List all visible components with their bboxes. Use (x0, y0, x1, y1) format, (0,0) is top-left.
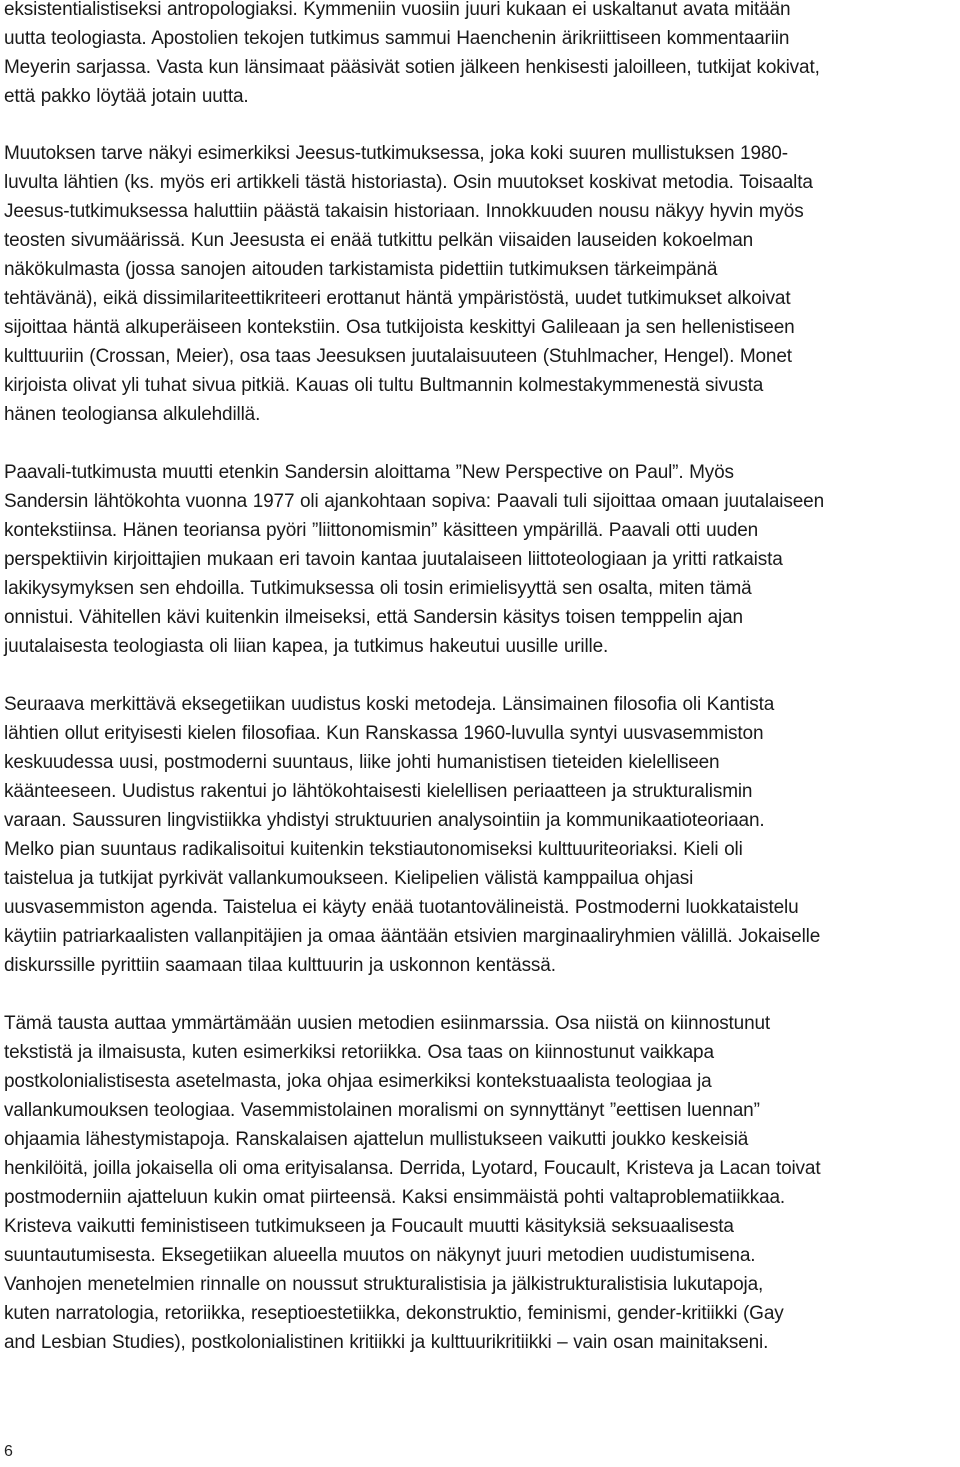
page-number: 6 (4, 1443, 13, 1460)
paragraph-4: Seuraava merkittävä eksegetiikan uudistus koski metodeja. Länsimainen filosofia oli Kantista lähtien ollut erityisesti kielen filosofiaa. Kun Ranskassa 1960-luvulla syntyi uusvasemmiston keskuudessa uusi, postmoderni suuntaus, liike johti humanistisen tieteiden kielelliseen käänteeseen. Uudistus rakentui jo lähtökohtaisesti kielellisen periaatteen ja strukturalismin varaan. Saussuren lingvistiikka yhdistyi struktuurien analysointiin ja kommunikaatioteoriaan. Melko pian suuntaus radikalisoitui kuitenkin tekstiautonomiseksi kulttuuriteoriaksi. Kieli oli taistelua ja tutkijat pyrkivät vallankumoukseen. Kielipelien välistä kamppailua ohjasi uusvasemmiston agenda. Taistelua ei käyty enää tuotantovälineistä. Postmoderni luokkataistelu käytiin patriarkaalisten vallanpitäjien ja omaa ääntään etsivien marginaaliryhmien välillä. Jokaiselle diskurssille pyrittiin saamaan tilaa kulttuurin ja uskonnon kentässä. (4, 694, 821, 976)
paragraph-2: Muutoksen tarve näkyi esimerkiksi Jeesus-tutkimuksessa, joka koki suuren mullistuksen 1980- luvulta lähtien (ks. myös eri artikkeli tästä historiasta). Osin muutokset koskivat metodia. Toisaalta Jeesus-tutkimuksessa haluttiin päästä takaisin historiaan. Innokkuuden nousu näkyy hyvin myös teosten sivumäärissä. Kun Jeesusta ei enää tutkittu pelkän viisaiden lauseiden kokoelman näkökulmasta (jossa sanojen aitouden tarkistamista pidettiin tutkimuksen tärkeimpänä tehtävänä), eikä dissimilariteettikriteeri erottanut häntä ympäristöstä, uudet tutkimukset alkoivat sijoittaa häntä alkuperäiseen kontekstiin. Osa tutkijoista keskittyi Galileaan ja sen hellenistiseen kulttuuriin (Crossan, Meier), osa taas Jeesuksen juutalaisuuteen (Stuhlmacher, Hengel). Monet kirjoista olivat yli tuhat sivua pitkiä. Kauas oli tultu Bultmannin kolmestakymmenestä sivusta hänen teologiansa alkulehdillä. (4, 143, 813, 425)
paragraph-1: eksistentialistiseksi antropologiaksi. Kymmeniin vuosiin juuri kukaan ei uskaltanut avata mitään uutta teologiasta. Apostolien tekojen tutkimus sammui Haenchenin ärikriittiseen kommentaariin Meyerin sarjassa. Vasta kun länsimaat pääsivät sotien jälkeen henkisesti jaloilleen, tutkijat kokivat, että pakko löytää jotain uutta. (4, 0, 820, 107)
paragraph-3: Paavali-tutkimusta muutti etenkin Sandersin aloittama ”New Perspective on Paul”. Myös Sandersin lähtökohta vuonna 1977 oli ajankohtaan sopiva: Paavali tuli sijoittaa omaan juutalaiseen kontekstiinsa. Hänen teoriansa pyöri ”liittonomismin” käsitteen ympärillä. Paavali otti uuden perspektiivin kirjoittajien mukaan eri tavoin kantaa juutalaiseen liittoteologiaan ja yritti ratkaista lakikysymyksen sen ehdoilla. Tutkimuksessa oli tosin erimielisyyttä sen osalta, miten tämä onnistui. Vähitellen kävi kuitenkin ilmeiseksi, että Sandersin käsitys toisen temppelin ajan juutalaisesta teologiasta oli liian kapea, ja tutkimus hakeutui uusille urille. (4, 462, 824, 657)
paragraph-5: Tämä tausta auttaa ymmärtämään uusien metodien esiinmarssia. Osa niistä on kiinnostunut tekstistä ja ilmaisusta, kuten esimerkiksi retoriikka. Osa taas on kiinnostunut vaikkapa postkolonialistisesta asetelmasta, joka ohjaa esimerkiksi kontekstuaalista teologiaa ja vallankumouksen teologiaa. Vasemmistolainen moralismi on synnyttänyt ”eettisen luennan” ohjaamia lähestymistapoja. Ranskalaisen ajattelun mullistukseen vaikutti joukko keskeisiä henkilöitä, joilla jokaisella oli oma erityisalansa. Derrida, Lyotard, Foucault, Kristeva ja Lacan toivat postmoderniin ajatteluun kukin omat piirteensä. Kaksi ensimmäistä pohti valtaproblematiikkaa. Kristeva vaikutti feministiseen tutkimukseen ja Foucault muutti käsityksiä seksuaalisesta suuntautumisesta. Eksegetiikan alueella muutos on näkynyt juuri metodien uudistumisena. Vanhojen menetelmien rinnalle on noussut strukturalistisia ja jälkistrukturalistisia lukutapoja, kuten narratologia, retoriikka, reseptioestetiikka, dekonstruktio, feminismi, gender-kritiikki (Gay and Lesbian Studies), postkolonialistinen kritiikki ja kulttuurikritiikki – vain osan mainitakseni. (4, 1013, 821, 1353)
